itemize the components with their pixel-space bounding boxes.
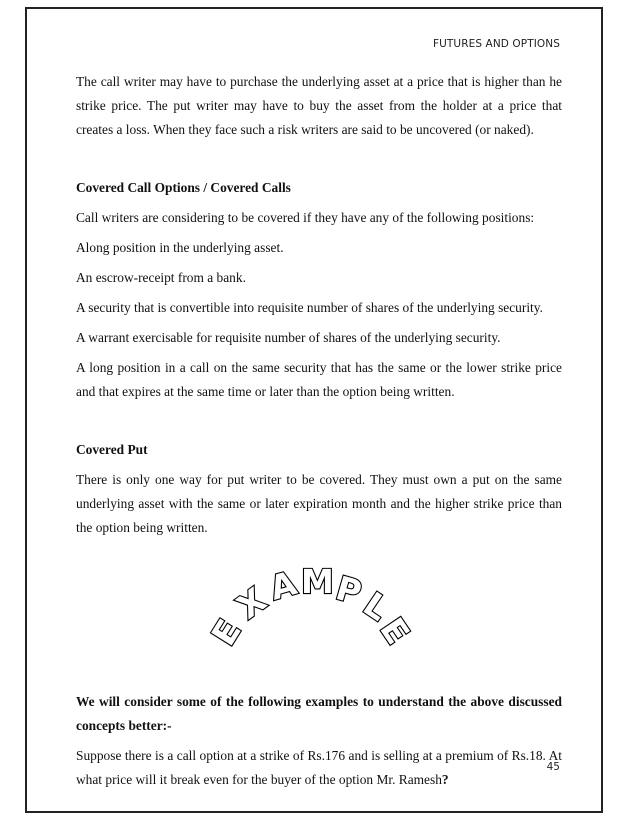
example-wordart-graphic (203, 560, 418, 670)
covered-put-heading: Covered Put (76, 442, 148, 457)
covered-calls-item: An escrow-receipt from a bank. (76, 270, 246, 285)
example-letter: A (265, 563, 301, 608)
example-letter: E (203, 612, 249, 653)
running-header: FUTURES AND OPTIONS (432, 38, 560, 50)
example-letter: E (372, 610, 418, 652)
example-letter: L (356, 584, 396, 629)
page-content (76, 70, 562, 792)
example-letter: M (301, 562, 334, 601)
examples-lead: We will consider some of the following examples to understand the above discussed concepts better:- (76, 694, 562, 733)
covered-calls-intro: Call writers are considering to be covered if they have any of the following positions: (76, 210, 535, 225)
covered-calls-item: A long position in a call on the same security that has the same or the lower strike price and that expires at the same time or later than the option being written. (76, 360, 562, 399)
example-letter: P (331, 568, 366, 613)
page-number: 45 (546, 761, 560, 773)
covered-calls-heading: Covered Call Options / Covered Calls (76, 180, 291, 195)
examples-question-text: Suppose there is a call option at a strike of Rs.176 and is selling at a premium of Rs.18. At what price will it break even for the buyer of the option Mr. Ramesh (76, 748, 562, 787)
intro-paragraph: The call writer may have to purchase the underlying asset at a price that is higher than he strike price. The put writer may have to buy the asset from the holder at a price that creates a loss. When they face such a risk writers are said to be uncovered (or naked). (76, 74, 562, 137)
covered-calls-item: Along position in the underlying asset. (76, 240, 284, 255)
covered-calls-item: A security that is convertible into requisite number of shares of the underlying security. (76, 300, 543, 315)
covered-put-paragraph: There is only one way for put writer to be covered. They must own a put on the same underlying asset with the same or later expiration month and the higher strike price than the option being written. (76, 472, 562, 535)
covered-calls-item: A warrant exercisable for requisite number of shares of the underlying security. (76, 330, 501, 345)
example-letter: X (229, 579, 274, 627)
examples-question (76, 744, 562, 792)
example-wordart (76, 540, 562, 690)
question-mark: ? (441, 772, 449, 787)
